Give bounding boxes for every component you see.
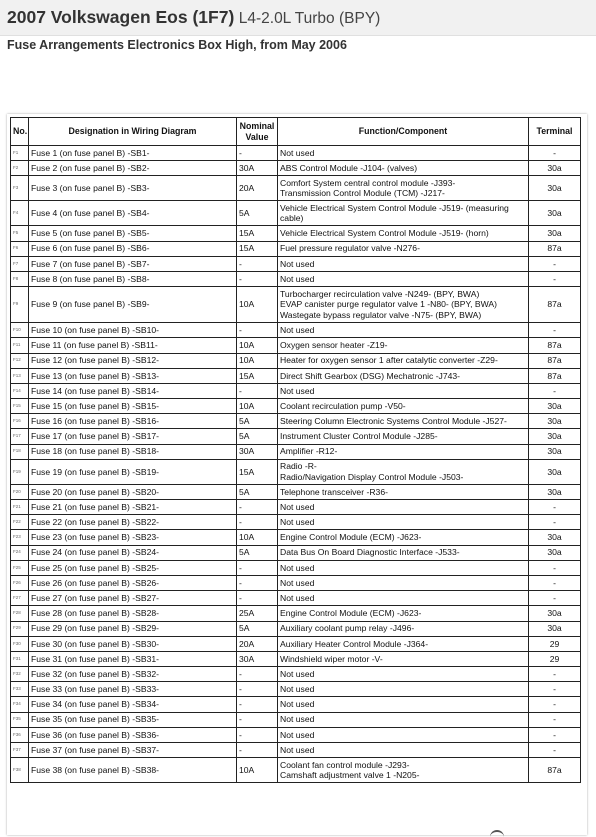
fuse-function (278, 161, 529, 176)
fuse-designation: Fuse 2 (on fuse panel B) -SB2- (29, 161, 237, 176)
function-line: Not used (280, 258, 315, 269)
function-line: Engine Control Module (ECM) -J623- (280, 532, 422, 543)
fuse-terminal: 30a (529, 429, 581, 444)
fuse-designation: Fuse 22 (on fuse panel B) -SB22- (29, 515, 237, 530)
fuse-function (278, 606, 529, 621)
fuse-function (278, 515, 529, 530)
fuse-nominal-value: 10A (237, 399, 278, 414)
fuse-number: F20 (11, 484, 29, 499)
table-row (11, 429, 581, 444)
fuse-nominal-value: 10A (237, 287, 278, 323)
fuse-function (278, 712, 529, 727)
fuse-function (278, 500, 529, 515)
function-line: Data Bus On Board Diagnostic Interface -J533- (280, 547, 460, 558)
fuse-number: F9 (11, 287, 29, 323)
fuse-nominal-value: - (237, 560, 278, 575)
table-row (11, 606, 581, 621)
function-line: Not used (280, 501, 315, 512)
fuse-designation: Fuse 33 (on fuse panel B) -SB33- (29, 682, 237, 697)
fuse-function (278, 530, 529, 545)
fuse-designation: Fuse 20 (on fuse panel B) -SB20- (29, 484, 237, 499)
function-line: Not used (280, 699, 315, 710)
fuse-designation: Fuse 12 (on fuse panel B) -SB12- (29, 353, 237, 368)
function-line: Direct Shift Gearbox (DSG) Mechatronic -J743- (280, 370, 461, 381)
fuse-designation: Fuse 11 (on fuse panel B) -SB11- (29, 338, 237, 353)
fuse-nominal-value: - (237, 682, 278, 697)
fuse-number: F4 (11, 201, 29, 226)
fuse-nominal-value: 30A (237, 161, 278, 176)
fuse-nominal-value: - (237, 271, 278, 286)
table-row (11, 241, 581, 256)
fuse-terminal: - (529, 667, 581, 682)
function-line: Instrument Cluster Control Module -J285- (280, 431, 438, 442)
engine-title: L4-2.0L Turbo (BPY) (238, 10, 381, 27)
fuse-terminal: - (529, 146, 581, 161)
function-line: Not used (280, 147, 315, 158)
fuse-terminal: 87a (529, 368, 581, 383)
fuse-terminal: - (529, 500, 581, 515)
table-row (11, 459, 581, 484)
fuse-number: F29 (11, 621, 29, 636)
table-row (11, 368, 581, 383)
fuse-designation: Fuse 9 (on fuse panel B) -SB9- (29, 287, 237, 323)
function-line: Not used (280, 684, 315, 695)
fuse-terminal: 30a (529, 226, 581, 241)
fuse-nominal-value: - (237, 591, 278, 606)
function-line: Not used (280, 385, 315, 396)
function-line: Not used (280, 517, 315, 528)
fuse-designation: Fuse 34 (on fuse panel B) -SB34- (29, 697, 237, 712)
function-line: Oxygen sensor heater -Z19- (280, 340, 388, 351)
fuse-designation: Fuse 5 (on fuse panel B) -SB5- (29, 226, 237, 241)
function-line: Auxiliary Heater Control Module -J364- (280, 638, 429, 649)
fuse-function (278, 444, 529, 459)
table-row (11, 226, 581, 241)
fuse-designation: Fuse 7 (on fuse panel B) -SB7- (29, 256, 237, 271)
table-row (11, 338, 581, 353)
fuse-terminal: - (529, 591, 581, 606)
fuse-terminal: - (529, 712, 581, 727)
fuse-terminal: - (529, 575, 581, 590)
fuse-function (278, 743, 529, 758)
fuse-nominal-value: - (237, 727, 278, 742)
fuse-nominal-value: 15A (237, 241, 278, 256)
fuse-number: F31 (11, 651, 29, 666)
table-row (11, 758, 581, 783)
fuse-function (278, 459, 529, 484)
table-row (11, 383, 581, 398)
fuse-number: F21 (11, 500, 29, 515)
fuse-number: F3 (11, 176, 29, 201)
table-row (11, 146, 581, 161)
function-line: Not used (280, 592, 315, 603)
table-row (11, 621, 581, 636)
fuse-number: F28 (11, 606, 29, 621)
table-row (11, 651, 581, 666)
header-no: No. (11, 118, 29, 146)
function-line: Steering Column Electronic Systems Control Module -J527- (280, 416, 507, 427)
function-line: Not used (280, 729, 315, 740)
fuse-number: F1 (11, 146, 29, 161)
function-line: EVAP canister purge regulator valve 1 -N80- (BPY, BWA) (280, 299, 498, 310)
fuse-function (278, 758, 529, 783)
fuse-number: F18 (11, 444, 29, 459)
fuse-designation: Fuse 28 (on fuse panel B) -SB28- (29, 606, 237, 621)
header-function: Function/Component (278, 118, 529, 146)
fuse-number: F36 (11, 727, 29, 742)
fuse-terminal: - (529, 271, 581, 286)
fuse-terminal: 87a (529, 353, 581, 368)
fuse-function (278, 241, 529, 256)
table-row (11, 712, 581, 727)
fuse-number: F10 (11, 323, 29, 338)
table-row (11, 353, 581, 368)
fuse-terminal: - (529, 323, 581, 338)
fuse-designation: Fuse 24 (on fuse panel B) -SB24- (29, 545, 237, 560)
fuse-designation: Fuse 19 (on fuse panel B) -SB19- (29, 459, 237, 484)
fuse-terminal: 87a (529, 338, 581, 353)
fuse-function (278, 682, 529, 697)
fuse-nominal-value: 5A (237, 621, 278, 636)
table-row (11, 256, 581, 271)
vehicle-title: 2007 Volkswagen Eos (1F7) (7, 7, 235, 27)
fuse-table-body (11, 146, 581, 783)
fuse-nominal-value: 15A (237, 368, 278, 383)
fuse-function (278, 651, 529, 666)
fuse-terminal: 87a (529, 287, 581, 323)
function-line: Amplifier -R12- (280, 446, 338, 457)
fuse-number: F34 (11, 697, 29, 712)
function-line: Not used (280, 273, 315, 284)
fuse-number: F8 (11, 271, 29, 286)
table-row (11, 323, 581, 338)
fuse-nominal-value: 5A (237, 429, 278, 444)
function-line: Not used (280, 324, 315, 335)
table-row (11, 161, 581, 176)
fuse-designation: Fuse 4 (on fuse panel B) -SB4- (29, 201, 237, 226)
fuse-function (278, 201, 529, 226)
fuse-designation: Fuse 25 (on fuse panel B) -SB25- (29, 560, 237, 575)
fuse-nominal-value: - (237, 575, 278, 590)
function-line: Telephone transceiver -R36- (280, 486, 388, 497)
fuse-function (278, 429, 529, 444)
fuse-nominal-value: 5A (237, 201, 278, 226)
table-row (11, 727, 581, 742)
fuse-nominal-value: - (237, 500, 278, 515)
table-row (11, 500, 581, 515)
fuse-terminal: - (529, 743, 581, 758)
table-row (11, 444, 581, 459)
fuse-nominal-value: 10A (237, 353, 278, 368)
fuse-nominal-value: 15A (237, 226, 278, 241)
fuse-designation: Fuse 16 (on fuse panel B) -SB16- (29, 414, 237, 429)
fuse-nominal-value: 5A (237, 545, 278, 560)
page-title (7, 7, 380, 28)
table-row (11, 743, 581, 758)
fuse-designation: Fuse 21 (on fuse panel B) -SB21- (29, 500, 237, 515)
fuse-designation: Fuse 30 (on fuse panel B) -SB30- (29, 636, 237, 651)
fuse-number: F38 (11, 758, 29, 783)
function-line: Vehicle Electrical System Control Module -J519- (horn) (280, 228, 489, 239)
fuse-number: F5 (11, 226, 29, 241)
fuse-number: F26 (11, 575, 29, 590)
function-line: Windshield wiper motor -V- (280, 653, 383, 664)
fuse-function (278, 368, 529, 383)
fuse-nominal-value: 10A (237, 338, 278, 353)
fuse-function (278, 621, 529, 636)
fuse-terminal: 30a (529, 414, 581, 429)
function-line: Not used (280, 744, 315, 755)
fuse-nominal-value: 30A (237, 651, 278, 666)
fuse-number: F12 (11, 353, 29, 368)
function-line: Heater for oxygen sensor 1 after catalytic converter -Z29- (280, 355, 498, 366)
table-row (11, 414, 581, 429)
table-row (11, 697, 581, 712)
fuse-terminal: 30a (529, 530, 581, 545)
function-line: Wastegate bypass regulator valve -N75- (BPY, BWA) (280, 309, 482, 320)
fuse-number: F23 (11, 530, 29, 545)
fuse-terminal: - (529, 682, 581, 697)
fuse-nominal-value: - (237, 697, 278, 712)
fuse-designation: Fuse 38 (on fuse panel B) -SB38- (29, 758, 237, 783)
header-designation: Designation in Wiring Diagram (29, 118, 237, 146)
fuse-terminal: 30a (529, 444, 581, 459)
document-subtitle: Fuse Arrangements Electronics Box High, from May 2006 (7, 38, 347, 52)
function-line: cable) (280, 213, 304, 224)
table-row (11, 484, 581, 499)
function-line: Not used (280, 668, 315, 679)
function-line: Radio/Navigation Display Control Module -J503- (280, 471, 464, 482)
fuse-designation: Fuse 29 (on fuse panel B) -SB29- (29, 621, 237, 636)
table-row (11, 201, 581, 226)
fuse-designation: Fuse 26 (on fuse panel B) -SB26- (29, 575, 237, 590)
fuse-function (278, 667, 529, 682)
fuse-nominal-value: - (237, 667, 278, 682)
fuse-nominal-value: - (237, 383, 278, 398)
fuse-number: F27 (11, 591, 29, 606)
fuse-terminal: 30a (529, 399, 581, 414)
table-row (11, 667, 581, 682)
function-line: Camshaft adjustment valve 1 -N205- (280, 770, 420, 781)
function-line: Not used (280, 714, 315, 725)
fuse-nominal-value: 15A (237, 459, 278, 484)
fuse-function (278, 697, 529, 712)
table-header-row (11, 118, 581, 146)
fuse-nominal-value: - (237, 743, 278, 758)
fuse-designation: Fuse 18 (on fuse panel B) -SB18- (29, 444, 237, 459)
fuse-terminal: 30a (529, 484, 581, 499)
fuse-designation: Fuse 32 (on fuse panel B) -SB32- (29, 667, 237, 682)
function-line: Coolant recirculation pump -V50- (280, 400, 406, 411)
fuse-function (278, 353, 529, 368)
fuse-designation: Fuse 8 (on fuse panel B) -SB8- (29, 271, 237, 286)
table-row (11, 682, 581, 697)
fuse-number: F25 (11, 560, 29, 575)
table-row (11, 271, 581, 286)
fuse-nominal-value: - (237, 146, 278, 161)
fuse-terminal: 29 (529, 636, 581, 651)
fuse-terminal: 87a (529, 758, 581, 783)
fuse-number: F30 (11, 636, 29, 651)
fuse-terminal: - (529, 383, 581, 398)
fuse-function (278, 484, 529, 499)
function-line: ABS Control Module -J104- (valves) (280, 163, 418, 174)
fuse-number: F22 (11, 515, 29, 530)
table-row (11, 287, 581, 323)
fuse-designation: Fuse 13 (on fuse panel B) -SB13- (29, 368, 237, 383)
table-row (11, 176, 581, 201)
fuse-function (278, 323, 529, 338)
fuse-designation: Fuse 37 (on fuse panel B) -SB37- (29, 743, 237, 758)
fuse-number: F6 (11, 241, 29, 256)
fuse-number: F37 (11, 743, 29, 758)
scroll-indicator (490, 830, 504, 837)
fuse-terminal: 30a (529, 606, 581, 621)
table-row (11, 399, 581, 414)
fuse-terminal: 30a (529, 621, 581, 636)
fuse-function (278, 545, 529, 560)
fuse-number: F14 (11, 383, 29, 398)
fuse-number: F32 (11, 667, 29, 682)
fuse-terminal: 30a (529, 545, 581, 560)
function-line: Comfort System central control module -J393- (280, 177, 456, 188)
function-line: Not used (280, 562, 315, 573)
fuse-function (278, 146, 529, 161)
table-row (11, 560, 581, 575)
fuse-designation: Fuse 27 (on fuse panel B) -SB27- (29, 591, 237, 606)
fuse-nominal-value: - (237, 515, 278, 530)
fuse-designation: Fuse 35 (on fuse panel B) -SB35- (29, 712, 237, 727)
fuse-function (278, 575, 529, 590)
fuse-nominal-value: 20A (237, 636, 278, 651)
fuse-terminal: - (529, 560, 581, 575)
fuse-number: F13 (11, 368, 29, 383)
fuse-designation: Fuse 17 (on fuse panel B) -SB17- (29, 429, 237, 444)
fuse-designation: Fuse 1 (on fuse panel B) -SB1- (29, 146, 237, 161)
fuse-number: F2 (11, 161, 29, 176)
fuse-function (278, 636, 529, 651)
function-line: Engine Control Module (ECM) -J623- (280, 608, 422, 619)
fuse-nominal-value: - (237, 256, 278, 271)
fuse-number: F7 (11, 256, 29, 271)
fuse-function (278, 226, 529, 241)
table-row (11, 575, 581, 590)
fuse-designation: Fuse 23 (on fuse panel B) -SB23- (29, 530, 237, 545)
fuse-terminal: - (529, 515, 581, 530)
fuse-function (278, 271, 529, 286)
header-nominal: Nominal Value (237, 118, 278, 146)
fuse-designation: Fuse 10 (on fuse panel B) -SB10- (29, 323, 237, 338)
fuse-nominal-value: 5A (237, 414, 278, 429)
fuse-table (10, 117, 581, 783)
fuse-terminal: 29 (529, 651, 581, 666)
fuse-function (278, 414, 529, 429)
header-terminal: Terminal (529, 118, 581, 146)
fuse-nominal-value: 10A (237, 758, 278, 783)
function-line: Turbocharger recirculation valve -N249- (BPY, BWA) (280, 288, 480, 299)
fuse-terminal: 30a (529, 201, 581, 226)
table-row (11, 530, 581, 545)
fuse-function (278, 287, 529, 323)
function-line: Coolant fan control module -J293- (280, 759, 410, 770)
fuse-function (278, 591, 529, 606)
table-row (11, 515, 581, 530)
fuse-designation: Fuse 3 (on fuse panel B) -SB3- (29, 176, 237, 201)
fuse-function (278, 383, 529, 398)
fuse-terminal: - (529, 727, 581, 742)
fuse-number: F16 (11, 414, 29, 429)
function-line: Auxiliary coolant pump relay -J496- (280, 623, 415, 634)
function-line: Fuel pressure regulator valve -N276- (280, 243, 420, 254)
fuse-terminal: 30a (529, 161, 581, 176)
fuse-function (278, 399, 529, 414)
fuse-terminal: - (529, 256, 581, 271)
fuse-nominal-value: - (237, 323, 278, 338)
fuse-nominal-value: - (237, 712, 278, 727)
fuse-terminal: 87a (529, 241, 581, 256)
fuse-number: F19 (11, 459, 29, 484)
fuse-number: F15 (11, 399, 29, 414)
table-row (11, 636, 581, 651)
fuse-number: F24 (11, 545, 29, 560)
fuse-number: F33 (11, 682, 29, 697)
function-line: Transmission Control Module (TCM) -J217- (280, 188, 445, 199)
fuse-function (278, 560, 529, 575)
function-line: Not used (280, 577, 315, 588)
fuse-document (7, 114, 587, 835)
fuse-designation: Fuse 15 (on fuse panel B) -SB15- (29, 399, 237, 414)
function-line: Radio -R- (280, 461, 317, 472)
fuse-function (278, 256, 529, 271)
fuse-function (278, 338, 529, 353)
table-row (11, 591, 581, 606)
fuse-nominal-value: 30A (237, 444, 278, 459)
fuse-function (278, 176, 529, 201)
table-row (11, 545, 581, 560)
fuse-designation: Fuse 14 (on fuse panel B) -SB14- (29, 383, 237, 398)
fuse-designation: Fuse 31 (on fuse panel B) -SB31- (29, 651, 237, 666)
fuse-designation: Fuse 6 (on fuse panel B) -SB6- (29, 241, 237, 256)
fuse-nominal-value: 10A (237, 530, 278, 545)
fuse-number: F17 (11, 429, 29, 444)
fuse-nominal-value: 5A (237, 484, 278, 499)
fuse-terminal: 30a (529, 459, 581, 484)
fuse-nominal-value: 25A (237, 606, 278, 621)
fuse-number: F35 (11, 712, 29, 727)
fuse-nominal-value: 20A (237, 176, 278, 201)
function-line: Vehicle Electrical System Control Module -J519- (measuring (280, 202, 509, 213)
fuse-designation: Fuse 36 (on fuse panel B) -SB36- (29, 727, 237, 742)
fuse-terminal: - (529, 697, 581, 712)
fuse-function (278, 727, 529, 742)
fuse-terminal: 30a (529, 176, 581, 201)
fuse-number: F11 (11, 338, 29, 353)
